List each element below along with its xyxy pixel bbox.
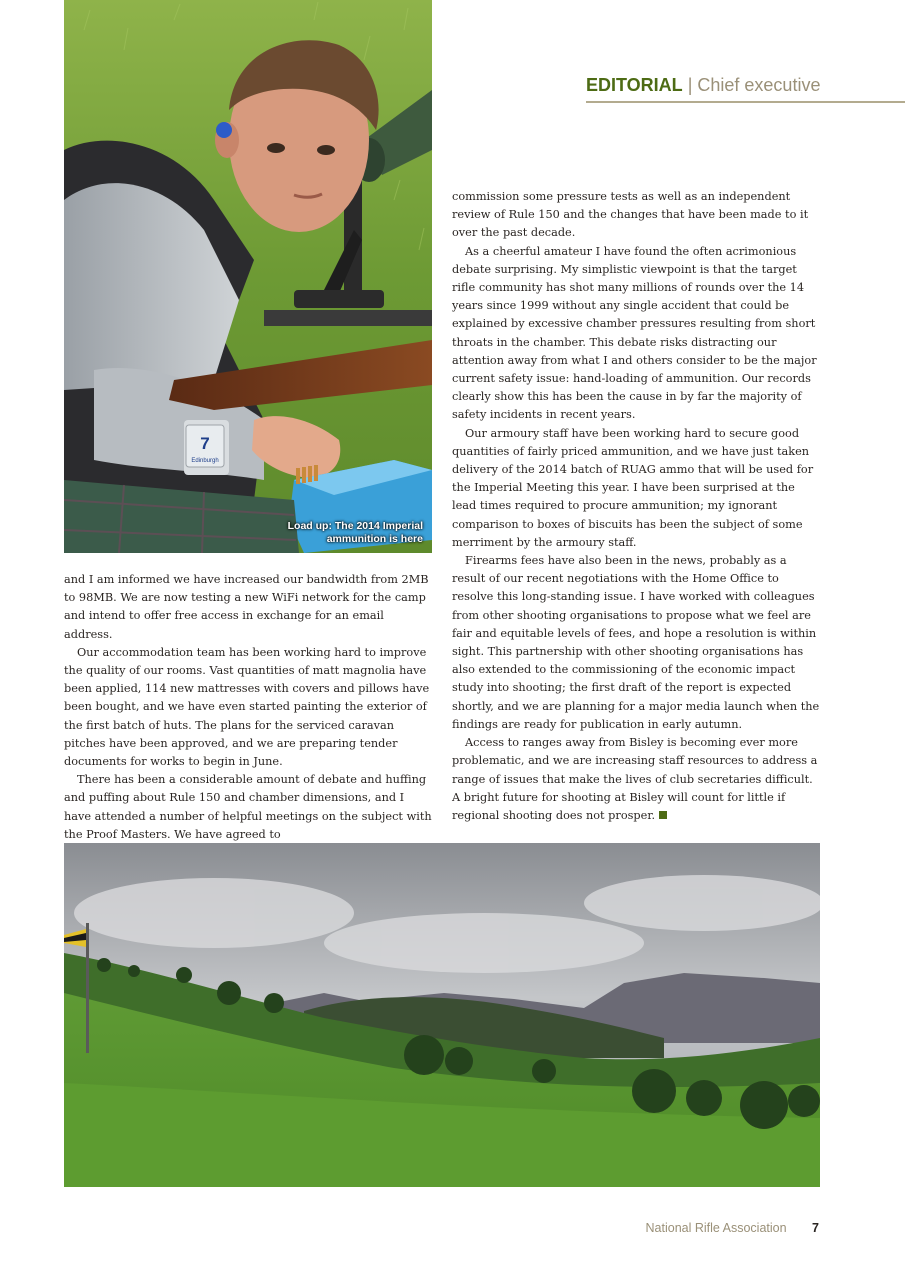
paragraph-final bbox=[452, 734, 822, 825]
section-title: EDITORIAL bbox=[586, 75, 683, 95]
page-number: 7 bbox=[812, 1221, 819, 1235]
section-header bbox=[586, 75, 905, 103]
paragraph: and I am informed we have increased our bandwidth from 2MB to 98MB. We are now testing a new WiFi network for the camp and intend to offer free access in exchange for an email address. bbox=[64, 573, 429, 641]
armband-label: Edinburgh bbox=[191, 458, 219, 464]
left-column bbox=[64, 571, 432, 844]
caption-line-2: ammunition is here bbox=[326, 533, 423, 545]
paragraph: Our accommodation team has been working hard to improve the quality of our rooms. Vast quantities of matt magnolia have been applied, 114 new mattresses with covers and pillows have been bought, and we have even started painting the exterior of the first batch of huts. The plans for the serviced caravan pitches have been approved, and we are preparing tender documents for works to begin in June. bbox=[64, 645, 430, 769]
caption-line-1: Load up: The 2014 Imperial bbox=[287, 520, 423, 532]
right-column bbox=[452, 188, 822, 825]
paragraph: Firearms fees have also been in the news, probably as a result of our recent negotiations with the Home Office to resolve this long-standing issue. I have worked with colleagues from other shooting organisations to propose what we feel are fair and equitable levels of fees, and hope a resolution is within sight. This partnership with other shooting organisations has also extended to the commissioning of the economic impact study into shooting; the first draft of the report is expected shortly, and we are planning for a major media launch when the findings are ready for publication in early autumn. bbox=[452, 554, 820, 731]
armband-number: 7 bbox=[200, 434, 210, 453]
publication-name: National Rifle Association bbox=[645, 1221, 787, 1235]
paragraph: There has been a considerable amount of debate and huffing and puffing about Rule 150 and chamber dimensions, and I have attended a number of helpful meetings on the subject with the Proof Masters. We have agreed to bbox=[64, 773, 432, 841]
paragraph: Our armoury staff have been working hard to secure good quantities of fairly priced ammunition, and we have just taken delivery of the 2014 batch of RUAG ammo that will be used for the Imperial Meeting this year. I have been surprised at the lead times required to procure ammunition; my ignorant comparison to boxes of biscuits has been the subject of some merriment by the armoury staff. bbox=[452, 426, 814, 549]
photo-caption bbox=[288, 520, 423, 546]
paragraph: commission some pressure tests as well as an independent review of Rule 150 and the changes that have been made to it over the past decade. bbox=[452, 190, 809, 240]
section-subtitle: Chief executive bbox=[697, 75, 821, 95]
page-footer bbox=[646, 1221, 819, 1235]
header-separator: | bbox=[687, 75, 693, 95]
paragraph: As a cheerful amateur I have found the often acrimonious debate surprising. My simplistic viewpoint is that the target rifle community has shot many millions of rounds over the 14 years since 1999 without any single accident that could be explained by excessive chamber pressures resulting from short throats in the chamber. This debate risks distracting our attention away from what I and others consider to be the major current safety issue: hand-loading of ammunition. Our records clearly show this has been the cause in by far the majority of safety incidents in recent years. bbox=[452, 244, 817, 422]
shooter-photo bbox=[64, 0, 432, 553]
final-paragraph-text: Access to ranges away from Bisley is becoming ever more problematic, and we are increasing staff resources to address a range of issues that make the lives of club secretaries difficult. A bright future for shooting at Bisley will count for little if regional shooting does not prosper. bbox=[452, 736, 818, 822]
landscape-illustration bbox=[64, 843, 820, 1187]
landscape-photo bbox=[64, 843, 820, 1187]
shooter-photo-illustration bbox=[64, 0, 432, 553]
end-mark-icon bbox=[659, 811, 667, 819]
